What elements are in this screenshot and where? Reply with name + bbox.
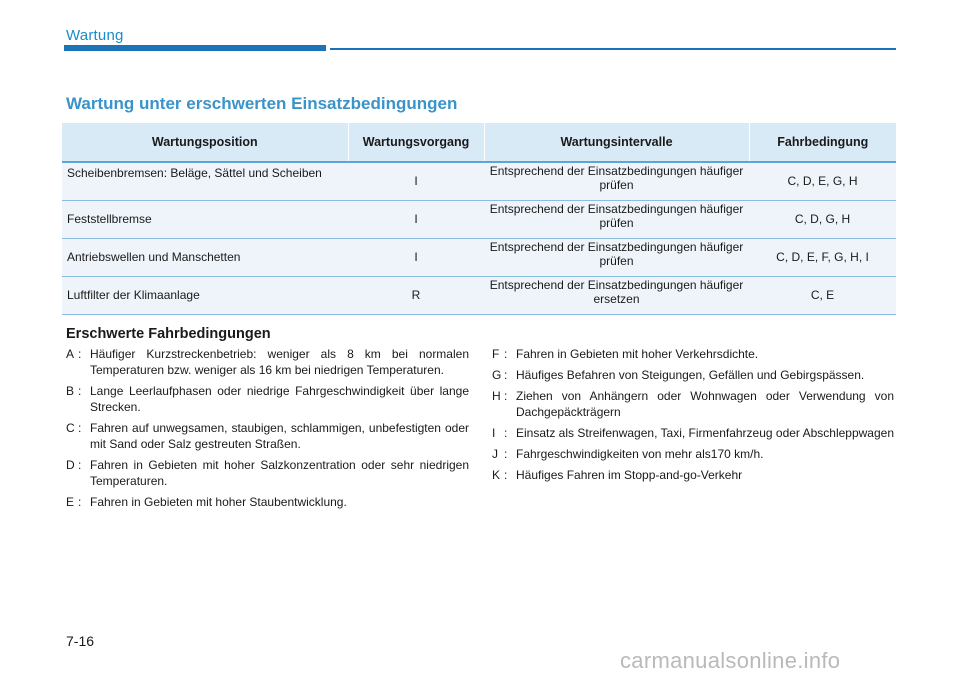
- condition-item: B : Lange Leerlaufphasen oder niedrige Fahrgeschwindigkeit über lange Strecken.: [66, 384, 469, 414]
- condition-text: Häufiges Fahren im Stopp-and-go-Verkehr: [516, 468, 743, 482]
- condition-item: D : Fahren in Gebieten mit hoher Salzkonzentration oder sehr niedrigen Temperaturen.: [66, 458, 469, 488]
- table-row: [62, 238, 896, 276]
- cell-bedingung: C, D, E, G, H: [749, 162, 896, 200]
- cell-intervall: Entsprechend der Einsatzbedingungen häufiger prüfen: [484, 200, 749, 238]
- column-header-vorgang: Wartungsvorgang: [348, 123, 484, 162]
- condition-letter: I: [492, 426, 496, 440]
- condition-text: Fahren auf unwegsamen, staubigen, schlammigen, unbefestigten oder mit Sand oder Salz gestreuten Straßen.: [90, 421, 469, 451]
- maintenance-table: [62, 123, 896, 315]
- condition-letter: G: [492, 368, 502, 382]
- header-rule-thin: [330, 48, 896, 50]
- condition-letter: A: [66, 347, 75, 361]
- condition-item: H : Ziehen von Anhängern oder Wohnwagen oder Verwendung von Dachgepäckträgern: [492, 389, 894, 419]
- condition-letter: K: [492, 468, 501, 482]
- condition-letter: F: [492, 347, 500, 361]
- condition-item: I : Einsatz als Streifenwagen, Taxi, Firmenfahrzeug oder Abschleppwagen: [492, 426, 894, 440]
- condition-text: Fahren in Gebieten mit hoher Salzkonzentration oder sehr niedrigen Temperaturen.: [90, 458, 469, 488]
- condition-item: E : Fahren in Gebieten mit hoher Staubentwicklung.: [66, 494, 469, 510]
- column-header-bedingung: Fahrbedingung: [749, 123, 896, 162]
- page-title: Wartung unter erschwerten Einsatzbedingungen: [66, 94, 458, 113]
- condition-letter: J: [492, 447, 498, 461]
- conditions-title: Erschwerte Fahrbedingungen: [66, 326, 271, 342]
- condition-item: K : Häufiges Fahren im Stopp-and-go-Verkehr: [492, 467, 894, 483]
- table-row: [62, 200, 896, 238]
- cell-position: Luftfilter der Klimaanlage: [62, 276, 348, 314]
- cell-vorgang: R: [348, 276, 484, 314]
- cell-position: Scheibenbremsen: Beläge, Sättel und Scheiben: [62, 162, 348, 200]
- page-number: 7-16: [66, 633, 95, 649]
- condition-item: F : Fahren in Gebieten mit hoher Verkehrsdichte.: [492, 346, 894, 362]
- cell-vorgang: I: [348, 162, 484, 200]
- cell-intervall: Entsprechend der Einsatzbedingungen häufiger prüfen: [484, 238, 749, 276]
- condition-text: Häufiges Befahren von Steigungen, Gefällen und Gebirgspässen.: [516, 368, 865, 382]
- cell-intervall: Entsprechend der Einsatzbedingungen häufiger prüfen: [484, 162, 749, 200]
- condition-letter: B: [66, 384, 75, 398]
- condition-letter: E: [66, 495, 75, 509]
- table-header-row: [62, 123, 896, 162]
- condition-text: Fahren in Gebieten mit hoher Verkehrsdichte.: [516, 347, 759, 361]
- condition-letter: H: [492, 389, 501, 403]
- table-row: [62, 276, 896, 314]
- cell-vorgang: I: [348, 238, 484, 276]
- cell-position: Feststellbremse: [62, 200, 348, 238]
- column-header-intervall: Wartungsintervalle: [484, 123, 749, 162]
- conditions-right-column: [492, 346, 894, 488]
- column-header-position: Wartungsposition: [62, 123, 348, 162]
- condition-letter: C: [66, 421, 75, 435]
- watermark: carmanualsonline.info: [620, 648, 841, 673]
- condition-text: Lange Leerlaufphasen oder niedrige Fahrgeschwindigkeit über lange Strecken.: [90, 384, 469, 414]
- condition-text: Ziehen von Anhängern oder Wohnwagen oder Verwendung von Dachgepäckträgern: [516, 389, 894, 419]
- section-label: Wartung: [66, 27, 124, 44]
- condition-item: G : Häufiges Befahren von Steigungen, Gefällen und Gebirgspässen.: [492, 367, 894, 383]
- conditions-left-column: [66, 346, 469, 515]
- cell-bedingung: C, D, E, F, G, H, I: [749, 238, 896, 276]
- cell-position: Antriebswellen und Manschetten: [62, 238, 348, 276]
- condition-item: A : Häufiger Kurzstreckenbetrieb: weniger als 8 km bei normalen Temperaturen bzw. weniger als 16 km bei niedrigen Temperaturen.: [66, 347, 469, 377]
- condition-text: Häufiger Kurzstreckenbetrieb: weniger als 8 km bei normalen Temperaturen bzw. weniger als 16 km bei niedrigen Temperaturen.: [90, 347, 469, 377]
- condition-letter: D: [66, 458, 75, 472]
- header-rule-thick: [64, 45, 326, 51]
- condition-text: Einsatz als Streifenwagen, Taxi, Firmenfahrzeug oder Abschleppwagen: [516, 426, 894, 440]
- condition-text: Fahren in Gebieten mit hoher Staubentwicklung.: [90, 495, 347, 509]
- condition-text: Fahrgeschwindigkeiten von mehr als170 km/h.: [516, 447, 764, 461]
- condition-item: J : Fahrgeschwindigkeiten von mehr als170 km/h.: [492, 446, 894, 462]
- table-row: [62, 162, 896, 200]
- cell-bedingung: C, D, G, H: [749, 200, 896, 238]
- cell-intervall: Entsprechend der Einsatzbedingungen häufiger ersetzen: [484, 276, 749, 314]
- condition-item: C : Fahren auf unwegsamen, staubigen, schlammigen, unbefestigten oder mit Sand oder Salz gestreuten Straßen.: [66, 421, 469, 451]
- cell-bedingung: C, E: [749, 276, 896, 314]
- cell-vorgang: I: [348, 200, 484, 238]
